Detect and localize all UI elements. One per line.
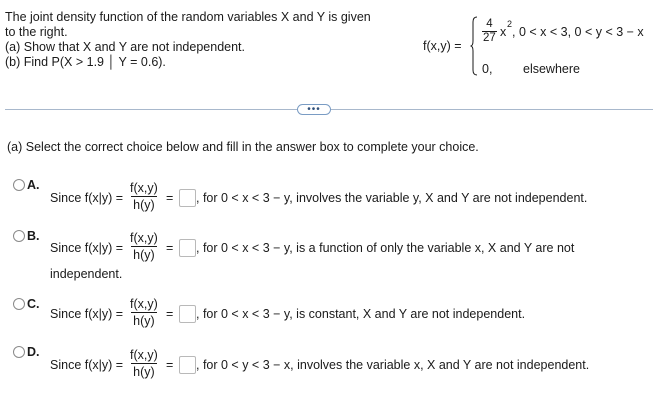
fraction-numerator: f(x,y) — [130, 231, 158, 245]
fraction-numerator: f(x,y) — [130, 348, 158, 362]
problem-line-2: to the right. — [5, 25, 68, 39]
fraction-denominator: h(y) — [133, 198, 155, 212]
problem-line-1: The joint density function of the random variables X and Y is given — [5, 10, 371, 24]
density-domain: , 0 < x < 3, 0 < y < 3 − x — [512, 25, 644, 39]
choice-a-since: Since f(x|y) = — [50, 191, 124, 205]
instruction-text: (a) Select the correct choice below and fill in the answer box to complete your choice. — [7, 140, 479, 154]
density-function — [423, 10, 658, 82]
choice-a-text: , for 0 < x < 3 − y, involves the variable y, X and Y are not independent. — [196, 191, 588, 205]
choice-c-since: Since f(x|y) = — [50, 307, 124, 321]
equals-sign: = — [166, 241, 174, 255]
choice-c-fraction — [128, 297, 160, 329]
radio-choice-a[interactable] — [13, 179, 25, 191]
choice-d-letter: D. — [27, 345, 40, 359]
choice-d-since: Since f(x|y) = — [50, 358, 124, 372]
density-coefficient — [482, 18, 497, 45]
density-term: x — [500, 25, 507, 39]
else-value: 0, — [482, 62, 493, 76]
choice-c-text: , for 0 < x < 3 − y, is constant, X and Y are not independent. — [196, 307, 526, 321]
choice-d-text: , for 0 < y < 3 − x, involves the variable x, X and Y are not independent. — [196, 358, 590, 372]
choice-b-text-line2: independent. — [50, 267, 123, 281]
fraction-numerator: f(x,y) — [130, 181, 158, 195]
fraction-numerator: f(x,y) — [130, 297, 158, 311]
fraction-denominator: h(y) — [133, 248, 155, 262]
radio-choice-d[interactable] — [13, 346, 25, 358]
radio-choice-c[interactable] — [13, 298, 25, 310]
more-button[interactable]: ••• — [297, 104, 331, 115]
problem-statement — [5, 10, 371, 70]
choice-c-letter: C. — [27, 297, 40, 311]
choice-d-fraction — [128, 348, 160, 380]
fraction-denominator: h(y) — [133, 314, 155, 328]
answer-box-b[interactable] — [179, 239, 196, 257]
coef-denominator: 27 — [483, 32, 496, 44]
problem-line-3: (a) Show that X and Y are not independent. — [5, 40, 245, 54]
choice-b-since: Since f(x|y) = — [50, 241, 124, 255]
answer-box-d[interactable] — [179, 356, 196, 374]
choice-b-text: , for 0 < x < 3 − y, is a function of only the variable x, X and Y are not — [196, 241, 575, 255]
answer-box-c[interactable] — [179, 305, 196, 323]
density-lhs: f(x,y) = — [423, 39, 462, 53]
radio-choice-b[interactable] — [13, 230, 25, 242]
equals-sign: = — [166, 358, 174, 372]
choice-b-fraction — [128, 231, 160, 263]
answer-box-a[interactable] — [179, 189, 196, 207]
fraction-denominator: h(y) — [133, 365, 155, 379]
equals-sign: = — [166, 307, 174, 321]
else-label: elsewhere — [523, 62, 580, 76]
choice-b-letter: B. — [27, 229, 40, 243]
choice-a-letter: A. — [27, 178, 40, 192]
coef-numerator: 4 — [486, 18, 493, 30]
density-exponent: 2 — [507, 19, 513, 29]
equals-sign: = — [166, 191, 174, 205]
choice-a-fraction — [128, 181, 160, 213]
left-brace-icon — [470, 16, 478, 76]
problem-line-4: (b) Find P(X > 1.9 │ Y = 0.6). — [5, 55, 166, 69]
